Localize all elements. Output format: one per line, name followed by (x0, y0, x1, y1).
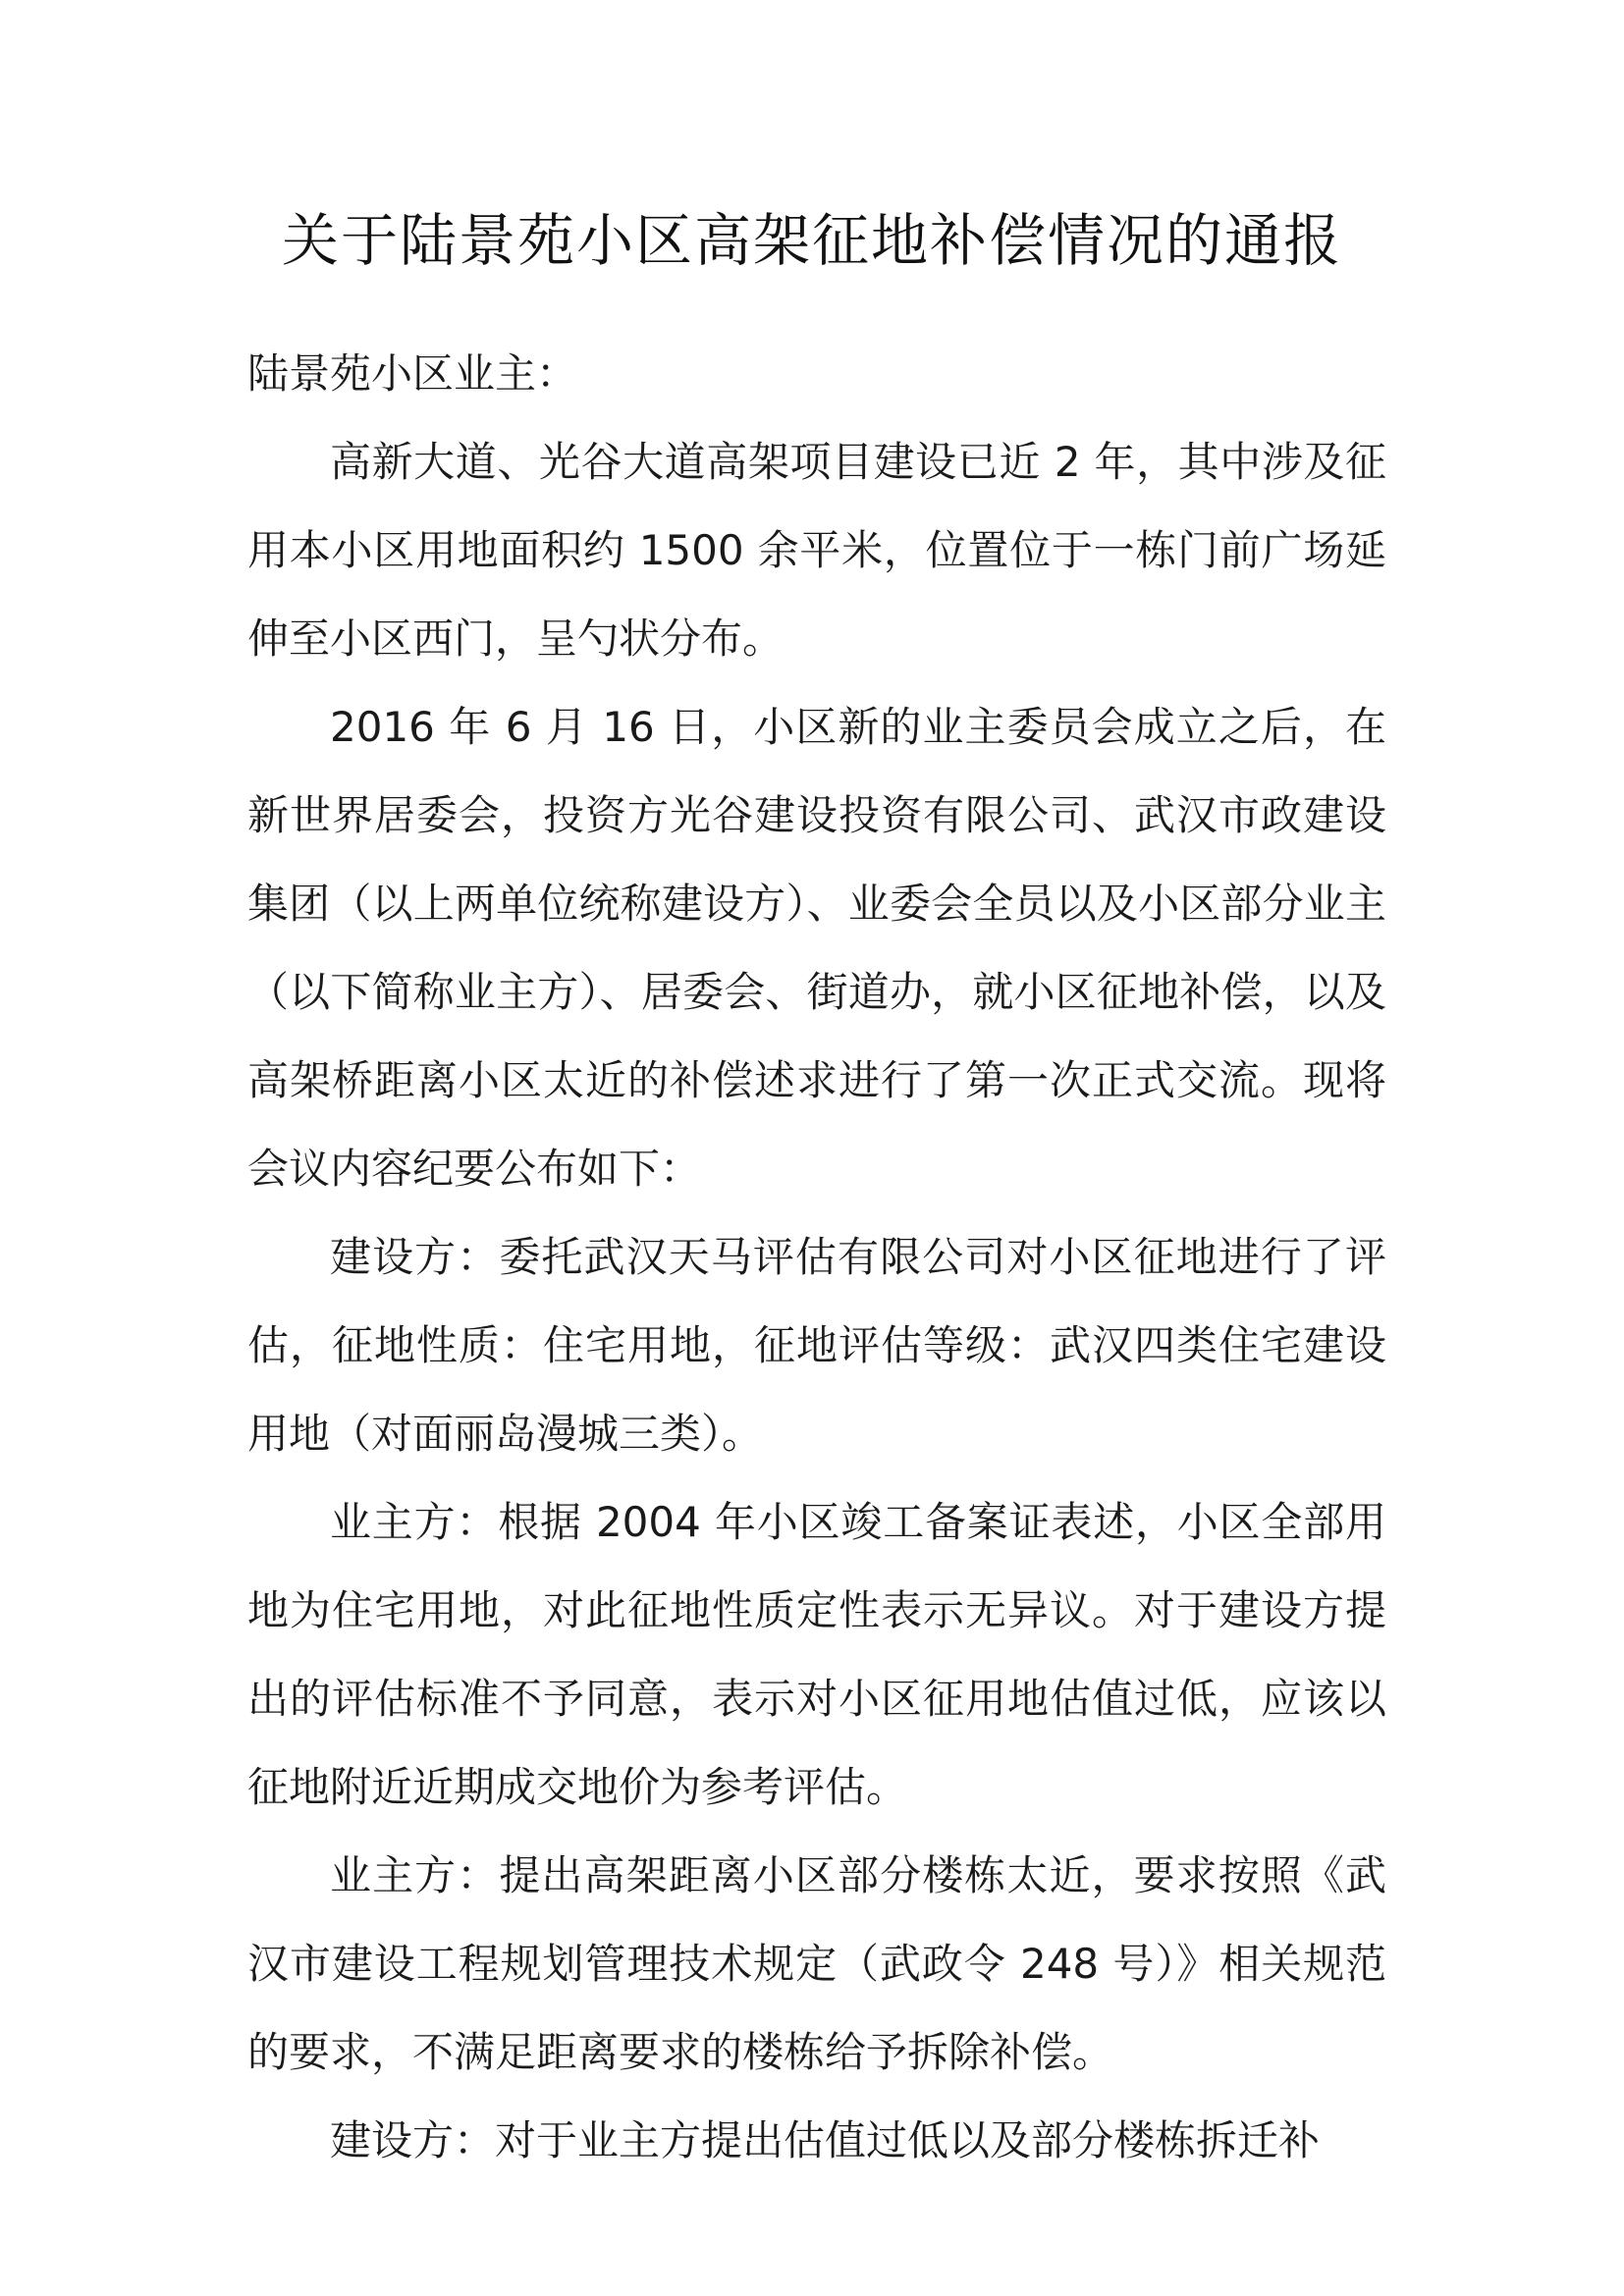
paragraph-owner-distance: 业主方：提出高架距离小区部分楼栋太近，要求按照《武汉市建设工程规划管理技术规定（武政令 248 号）》相关规范的要求，不满足距离要求的楼栋给予拆除补偿。 (247, 1851, 1386, 2076)
document-title: 关于陆景苑小区高架征地补偿情况的通报 (281, 207, 1342, 274)
paragraph-owner-valuation: 业主方：根据 2004 年小区竣工备案证表述，小区全部用地为住宅用地，对此征地性质定性表示无异议。对于建设方提出的评估标准不予同意，表示对小区征用地估值过低，应该以征地附近近期成交地价为参考评估。 (247, 1498, 1386, 1811)
document-body (247, 330, 1386, 2185)
paragraph-builder-response: 建设方：对于业主方提出估值过低以及部分楼栋拆迁补 (330, 2116, 1321, 2164)
salutation: 陆景苑小区业主： (247, 349, 578, 398)
paragraph-project-overview: 高新大道、光谷大道高架项目建设已近 2 年，其中涉及征用本小区用地面积约 1500 余平米，位置位于一栋门前广场延伸至小区西门，呈勺状分布。 (247, 438, 1386, 663)
paragraph-builder-assessment: 建设方：委托武汉天马评估有限公司对小区征地进行了评估，征地性质：住宅用地，征地评估等级：武汉四类住宅建设用地（对面丽岛漫城三类）。 (247, 1233, 1386, 1458)
paragraph-meeting-intro: 2016 年 6 月 16 日，小区新的业主委员会成立之后，在新世界居委会，投资方光谷建设投资有限公司、武汉市政建设集团（以上两单位统称建设方）、业委会全员以及小区部分业主（以下简称业主方）、居委会、街道办，就小区征地补偿，以及高架桥距离小区太近的补偿述求进行了第一次正式交流。现将会议内容纪要公布如下： (247, 703, 1386, 1193)
